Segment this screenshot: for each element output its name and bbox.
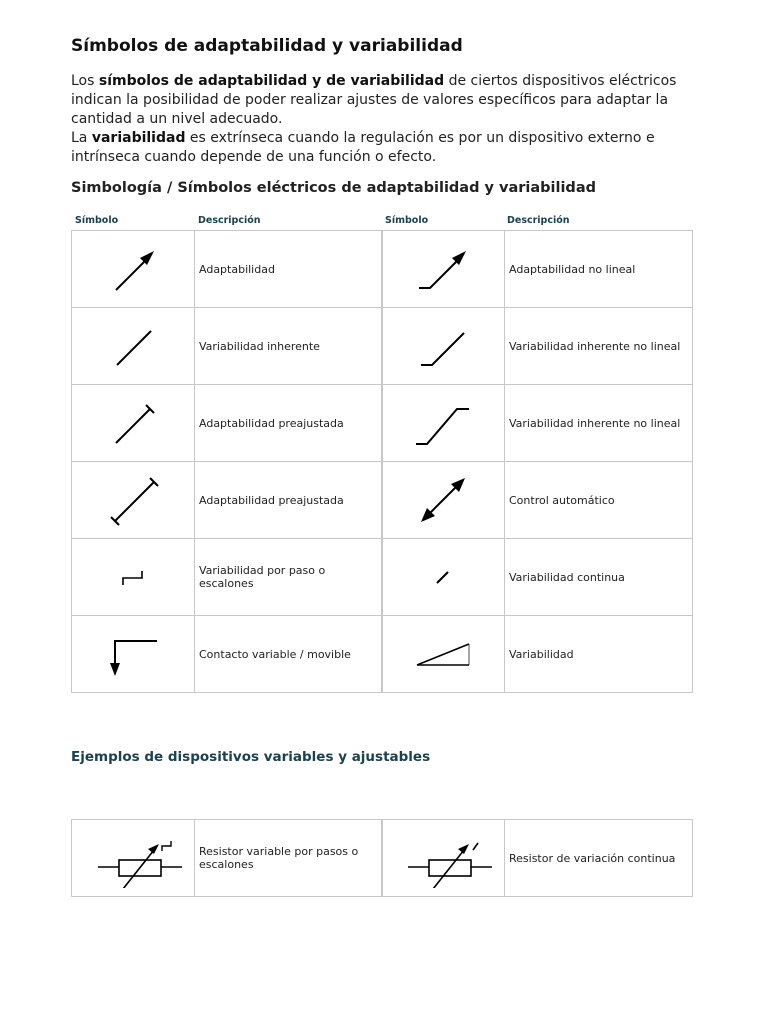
section-subtitle: Simbología / Símbolos eléctricos de adaptabilidad y variabilidad <box>71 180 596 196</box>
description-cell: Contacto variable / movible <box>195 616 383 693</box>
table-row <box>72 820 383 897</box>
right-description-header: Descripción <box>507 215 570 226</box>
resistor-continuous-icon <box>388 828 498 888</box>
right-symbol-header: Símbolo <box>385 215 429 226</box>
double-arrow-icon <box>413 470 473 530</box>
description-cell: Variabilidad por paso o escalones <box>195 539 383 616</box>
table-row <box>382 231 693 308</box>
table-row <box>72 231 383 308</box>
examples-title: Ejemplos de dispositivos variables y ajustables <box>71 749 431 765</box>
table-row <box>382 539 693 616</box>
left-symbol-table <box>71 230 383 693</box>
table-row <box>382 616 693 693</box>
table-row <box>382 308 693 385</box>
left-symbol-header: Símbolo <box>75 215 119 226</box>
preset-line-icon <box>103 393 163 453</box>
description-cell: Variabilidad inherente <box>195 308 383 385</box>
intro-p1-end: de ciertos dispositivos eléctricos indican la posibilidad de poder realizar ajustes de valores específicos para adaptar la cantidad a un nivel adecuado. <box>71 73 677 127</box>
description-cell: Resistor de variación continua <box>505 820 693 897</box>
nonlinear-arrow-icon <box>413 239 473 299</box>
intro-p1-start: Los <box>71 73 99 89</box>
example-table-right <box>381 819 693 897</box>
table-row <box>382 385 693 462</box>
left-description-header: Descripción <box>198 215 261 226</box>
description-cell: Adaptabilidad <box>195 231 383 308</box>
right-symbol-table <box>381 230 693 693</box>
preset-both-ends-icon <box>103 470 163 530</box>
intro-p2-end: es extrínseca cuando la regulación es por un dispositivo externo e intrínseca cuando depende de una función o efecto. <box>71 130 655 165</box>
table-row <box>72 462 383 539</box>
table-row <box>72 385 383 462</box>
arrow-diagonal-icon <box>103 239 163 299</box>
description-cell: Variabilidad <box>505 616 693 693</box>
diagonal-line-icon <box>103 316 163 376</box>
intro-text <box>71 72 684 167</box>
intro-p2-bold: variabilidad <box>91 130 186 146</box>
description-cell: Variabilidad inherente no lineal <box>505 308 693 385</box>
resistor-step-icon <box>78 828 188 888</box>
short-slash-icon <box>413 547 473 607</box>
page-title: Símbolos de adaptabilidad y variabilidad <box>71 36 463 56</box>
description-cell: Adaptabilidad no lineal <box>505 231 693 308</box>
example-table-left <box>71 819 383 897</box>
table-row <box>382 820 693 897</box>
nonlinear-line-icon <box>413 316 473 376</box>
ramp-icon <box>413 624 473 684</box>
table-row <box>382 462 693 539</box>
description-cell: Control automático <box>505 462 693 539</box>
description-cell: Adaptabilidad preajustada <box>195 462 383 539</box>
description-cell: Variabilidad continua <box>505 539 693 616</box>
description-cell: Adaptabilidad preajustada <box>195 385 383 462</box>
table-row <box>72 308 383 385</box>
intro-p2-start: La <box>71 130 92 146</box>
nonlinear-line-ends-icon <box>413 393 473 453</box>
description-cell: Resistor variable por pasos o escalones <box>195 820 383 897</box>
table-row <box>72 539 383 616</box>
intro-p1-bold: símbolos de adaptabilidad y de variabilidad <box>98 73 445 89</box>
table-row <box>72 616 383 693</box>
movable-contact-icon <box>103 624 163 684</box>
description-cell: Variabilidad inherente no lineal <box>505 385 693 462</box>
step-icon <box>103 547 163 607</box>
